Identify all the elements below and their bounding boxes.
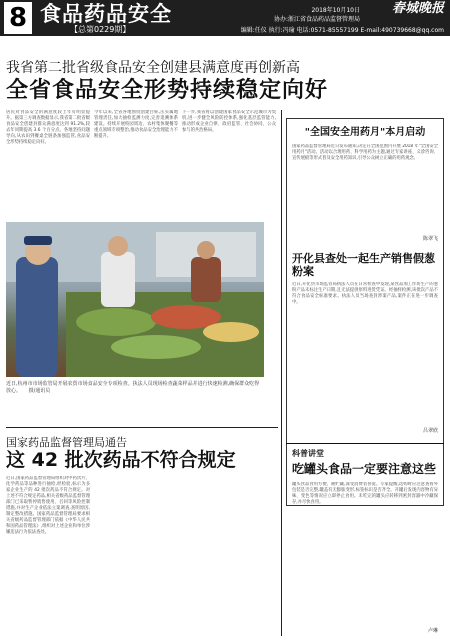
sidebar-story-author: 吕翠欣 bbox=[422, 428, 438, 434]
bottom-article-subhead: 国家药品监督管理局通告 bbox=[6, 436, 127, 449]
sidebar-story-body: 近日,开化县市场监管局执法人员在日常检查中发现,某食品加工作坊生产的葱粉产品未标注生产日期,且无法提供原料进货凭证。经抽样检测,该批次产品不符合食品安全标准要求。执法人员当场查封涉案产品,案件正在进一步调查中。 bbox=[292, 282, 438, 305]
photo-credit: 摄/通讯员 bbox=[28, 388, 51, 394]
page-header bbox=[0, 0, 450, 36]
main-body-col2: 今年以来,全省各地围绕创建目标,压实属地管理责任,加大抽检监测力度,完善追溯体系建设。持续开展校园周边、农村集体聚餐等重点领域专项整治,推动食品安全治理能力不断提升。 bbox=[94, 110, 178, 139]
news-photo bbox=[6, 222, 264, 377]
science-body: 罐头食品食用方便、耐贮藏,深受消费者喜爱。专家提醒,选购时应注意查看外包装是否完整,罐盖有无膨胀变形,标签标识是否齐全。开罐后发现内容物有异味、变色等情况应立即停止食用。未吃完的罐头应转移到密封容器中冷藏保存,并尽快食用。 bbox=[292, 482, 438, 505]
science-title: 吃罐头食品一定要注意这些 bbox=[292, 462, 437, 476]
co-organizer: 协办:浙江省食品药品监督管理局 bbox=[273, 16, 360, 23]
photo-caption: 近日,杭州市市场监管局开展农贸市场食品安全专项检查。执法人员现场检查蔬菜样品并进行快速检测,确保群众吃得放心。 摄/通讯员 bbox=[6, 381, 260, 394]
sidebar-feature-body: 国家药品监督管理局近日发布通知,决定在全国范围内开展 2018 年"全国安全用药月"活动。活动以合理用药、科学用药为主题,通过专家讲座、义诊咨询、宣传展板等形式普及安全用药知识,引导公众树立正确的用药观念。 bbox=[292, 144, 438, 161]
issue-tag: 【总第0229期】 bbox=[70, 25, 131, 34]
newspaper-name: 春城晚报 bbox=[391, 1, 444, 16]
sidebar-feature-author: 陈翠飞 bbox=[422, 236, 438, 242]
column-divider bbox=[281, 110, 282, 636]
divider bbox=[6, 427, 278, 428]
sidebar-story-title: 开化县查处一起生产销售假葱粉案 bbox=[292, 252, 435, 278]
bottom-article-body-cont bbox=[94, 476, 178, 636]
sidebar-feature-title: "全国安全用药月"本月启动 bbox=[304, 127, 426, 138]
bottom-article-headline: 这 42 批次药品不符合规定 bbox=[6, 449, 236, 471]
bottom-article-body-cont2 bbox=[182, 476, 278, 636]
section-title: 食品药品安全 bbox=[40, 2, 172, 26]
editor-line: 编辑:任仪 执行:冯瑜 电话:0571-85557199 E-mail:490739668@qq.com bbox=[240, 27, 444, 34]
bottom-article-body: 近日,国家药品监督管理局组织对中药饮片、化学药品等品种进行抽检,经检验,标示为多家企业生产的 42 批次药品不符合规定。对上述不符合规定药品,相关省级药品监督管理部门已采取暂停销售使用、召回等风险控制措施,并对生产企业依法立案调查,查明原因,制定整改措施。国家药品监督管理局要求相关省级药品监督管理部门依据《中华人民共和国药品管理法》,组织对上述企业和单位涉嫌违法行为依法查处。 bbox=[6, 476, 90, 535]
page-number: 8 bbox=[4, 2, 32, 34]
issue-date: 2018年10月10日 bbox=[311, 7, 360, 14]
main-body-col3: 下一步,我省将以创建国家食品安全示范城市为契机,进一步健全风险防控体系,强化基层监管能力,推动形成企业自律、政府监管、社会协同、公众参与的共治格局。 bbox=[182, 110, 276, 133]
market-inspection-illustration bbox=[6, 222, 264, 377]
main-body-col1: 居民对食品安全的满意度较上年有明显提升。据第三方调查数据显示,我省第二批省级食品安全创建县群众满意度达到 91.2%,较去年同期提高 3.6 个百分点。各地坚持问题导向,从农田到餐桌全链条加强监管,食品安全形势持续稳定向好。 bbox=[6, 110, 90, 145]
science-label: 科普讲堂 bbox=[292, 449, 324, 458]
main-headline: 全省食品安全形势持续稳定向好 bbox=[6, 78, 329, 103]
science-author: 卢琳 bbox=[427, 628, 438, 634]
main-subhead: 我省第二批省级食品安全创建县满意度再创新高 bbox=[6, 60, 300, 76]
science-divider bbox=[286, 443, 444, 444]
